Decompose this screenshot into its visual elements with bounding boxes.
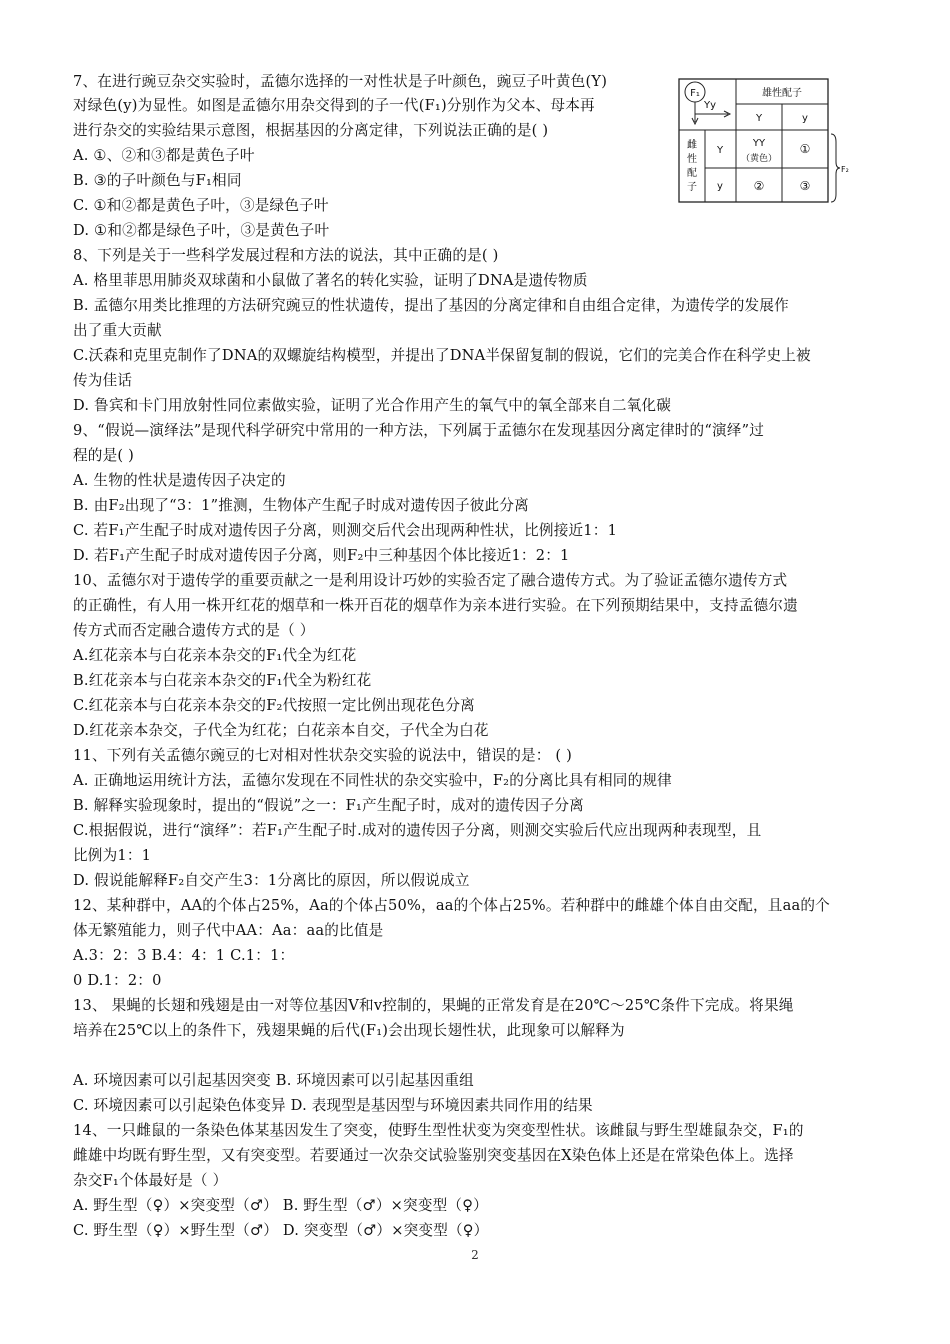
q7-option-b: B. ③的子叶颜色与F₁相同 bbox=[73, 172, 242, 189]
q10-option-c: C.红花亲本与白花亲本杂交的F₂代按照一定比例出现花色分离 bbox=[73, 697, 475, 714]
q8-option-b-cont: 出了重大贡献 bbox=[73, 322, 162, 339]
q14-stem-2: 雌雄中均既有野生型，又有突变型。若要通过一次杂交试验鉴别突变基因在X染色体上还是在常染色体上。选择 bbox=[73, 1147, 794, 1164]
cell-1: ① bbox=[799, 142, 811, 156]
page-number: 2 bbox=[471, 1248, 479, 1262]
q11-option-b: B. 解释实验现象时，提出的“假说”之一：F₁产生配子时，成对的遗传因子分离 bbox=[73, 797, 584, 814]
q12-options-row1: A.3：2：3 B.4：4：1 C.1：1： bbox=[73, 947, 295, 964]
q9-stem: 9、“假说—演绎法”是现代科学研究中常用的一种方法，下列属于孟德尔在发现基因分离定律时的“演绎”过 bbox=[73, 422, 765, 439]
col-header-y: y bbox=[802, 113, 808, 124]
q14-options-row1: A. 野生型（♀）×突变型（♂） B. 野生型（♂）×突变型（♀） bbox=[73, 1197, 488, 1214]
female-gametes-char-4: 子 bbox=[687, 182, 697, 193]
q14-stem: 14、一只雌鼠的一条染色体某基因发生了突变，使野生型性状变为突变型性状。该雌鼠与野生型雄鼠杂交，F₁的 bbox=[73, 1122, 804, 1139]
q14-stem-3: 杂交F₁个体最好是（ ） bbox=[73, 1172, 228, 1189]
male-gametes-label: 雄性配子 bbox=[762, 88, 802, 99]
q14-options-row2: C. 野生型（♀）×野生型（♂） D. 突变型（♂）×突变型（♀） bbox=[73, 1222, 489, 1239]
q10-stem-3: 传方式而否定融合遗传方式的是（ ） bbox=[73, 622, 315, 639]
female-gametes-char-2: 性 bbox=[687, 154, 697, 165]
q8-option-d: D. 鲁宾和卡门用放射性同位素做实验，证明了光合作用产生的氧气中的氧全部来自二氧化碳 bbox=[73, 397, 672, 414]
q7-option-a: A. ①、②和③都是黄色子叶 bbox=[73, 147, 255, 164]
cell-YY: YY bbox=[752, 138, 766, 149]
female-gametes-char-3: 配 bbox=[687, 168, 697, 179]
q10-option-b: B.红花亲本与白花亲本杂交的F₁代全为粉红花 bbox=[73, 672, 372, 689]
q13-stem: 13、 果蝇的长翅和残翅是由一对等位基因V和v控制的，果蝇的正常发育是在20℃～25℃条件下完成。将果绳 bbox=[73, 997, 794, 1014]
col-header-Y: Y bbox=[755, 113, 763, 124]
q10-option-d: D.红花亲本杂交，子代全为红花；白花亲本自交，子代全为白花 bbox=[73, 722, 489, 739]
q11-option-a: A. 正确地运用统计方法，孟德尔发现在不同性状的杂交实验中，F₂的分离比具有相同的规律 bbox=[73, 772, 672, 789]
q7-option-d: D. ①和②都是绿色子叶，③是黄色子叶 bbox=[73, 222, 330, 239]
q13-options-row1: A. 环境因素可以引起基因突变 B. 环境因素可以引起基因重组 bbox=[73, 1072, 474, 1089]
q11-option-d: D. 假说能解释F₂自交产生3：1分离比的原因，所以假说成立 bbox=[73, 872, 470, 889]
punnett-diagram bbox=[678, 78, 849, 204]
q7-line-2: 对绿色(y)为显性。如图是孟德尔用杂交得到的子一代(F₁)分别作为父本、母本再 bbox=[73, 97, 595, 114]
q9-stem-cont: 程的是( ) bbox=[73, 447, 135, 464]
cell-2: ② bbox=[753, 179, 765, 193]
q13-stem-cont: 培养在25℃以上的条件下，残翅果蝇的后代(F₁)会出现长翅性状，此现象可以解释为 bbox=[73, 1022, 625, 1039]
q11-option-c: C.根据假说，进行“演绎”：若F₁产生配子时.成对的遗传因子分离，则测交实验后代应出现两种表现型，且 bbox=[73, 822, 762, 839]
q7-line-3: 进行杂交的实验结果示意图，根据基因的分离定律，下列说法正确的是( ) bbox=[73, 122, 549, 139]
q8-stem: 8、下列是关于一些科学发展过程和方法的说法，其中正确的是( ) bbox=[73, 247, 499, 264]
q9-option-b: B. 由F₂出现了“3：1”推测，生物体产生配子时成对遗传因子彼此分离 bbox=[73, 497, 529, 514]
row-header-y: y bbox=[717, 181, 723, 192]
yy-arrow-label: Yy bbox=[704, 100, 717, 111]
q9-option-a: A. 生物的性状是遗传因子决定的 bbox=[73, 472, 286, 489]
female-gametes-char-1: 雌 bbox=[687, 140, 697, 151]
f2-brace bbox=[831, 134, 840, 202]
q12-stem-cont: 体无繁殖能力，则子代中AA：Aa：aa的比值是 bbox=[73, 922, 384, 939]
q9-option-c: C. 若F₁产生配子时成对遗传因子分离，则测交后代会出现两种性状，比例接近1：1 bbox=[73, 522, 618, 539]
f2-label: F₂ bbox=[841, 165, 849, 174]
q11-stem: 11、下列有关孟德尔豌豆的七对相对性状杂交实验的说法中，错误的是： ( ) bbox=[73, 747, 573, 764]
f1-label: F₁ bbox=[690, 88, 700, 99]
q8-option-c-cont: 传为佳话 bbox=[73, 372, 133, 389]
q7-option-c: C. ①和②都是黄色子叶，③是绿色子叶 bbox=[73, 197, 329, 214]
row-header-Y: Y bbox=[716, 145, 724, 156]
q10-option-a: A.红花亲本与白花亲本杂交的F₁代全为红花 bbox=[73, 647, 357, 664]
q12-options-row2: 0 D.1：2：0 bbox=[73, 972, 162, 989]
q8-option-a: A. 格里菲思用肺炎双球菌和小鼠做了著名的转化实验，证明了DNA是遗传物质 bbox=[73, 272, 588, 289]
q11-option-c-cont: 比例为1：1 bbox=[73, 847, 152, 864]
q7-line-1: 7、在进行豌豆杂交实验时，孟德尔选择的一对性状是子叶颜色，豌豆子叶黄色(Y) bbox=[73, 73, 608, 90]
q10-stem-2: 的正确性，有人用一株开红花的烟草和一株开百花的烟草作为亲本进行实验。在下列预期结果中，支持孟德尔遗 bbox=[73, 597, 798, 614]
q8-option-c: C.沃森和克里克制作了DNA的双螺旋结构模型，并提出了DNA半保留复制的假说，它们的完美合作在科学史上被 bbox=[73, 347, 811, 364]
punnett-svg bbox=[678, 78, 849, 204]
cell-3: ③ bbox=[799, 179, 811, 193]
q8-option-b: B. 孟德尔用类比推理的方法研究豌豆的性状遗传，提出了基因的分离定律和自由组合定律，为遗传学的发展作 bbox=[73, 297, 789, 314]
q9-option-d: D. 若F₁产生配子时成对遗传因子分离，则F₂中三种基因个体比接近1：2：1 bbox=[73, 547, 570, 564]
q12-stem: 12、某种群中，AA的个体占25%，Aa的个体占50%，aa的个体占25%。若种群中的雌雄个体自由交配，且aa的个 bbox=[73, 897, 830, 914]
cell-YY-note: （黄色） bbox=[740, 154, 778, 164]
q10-stem: 10、孟德尔对于遗传学的重要贡献之一是利用设计巧妙的实验否定了融合遗传方式。为了验证孟德尔遗传方式 bbox=[73, 572, 788, 589]
q13-options-row2: C. 环境因素可以引起染色体变异 D. 表现型是基因型与环境因素共同作用的结果 bbox=[73, 1097, 593, 1114]
